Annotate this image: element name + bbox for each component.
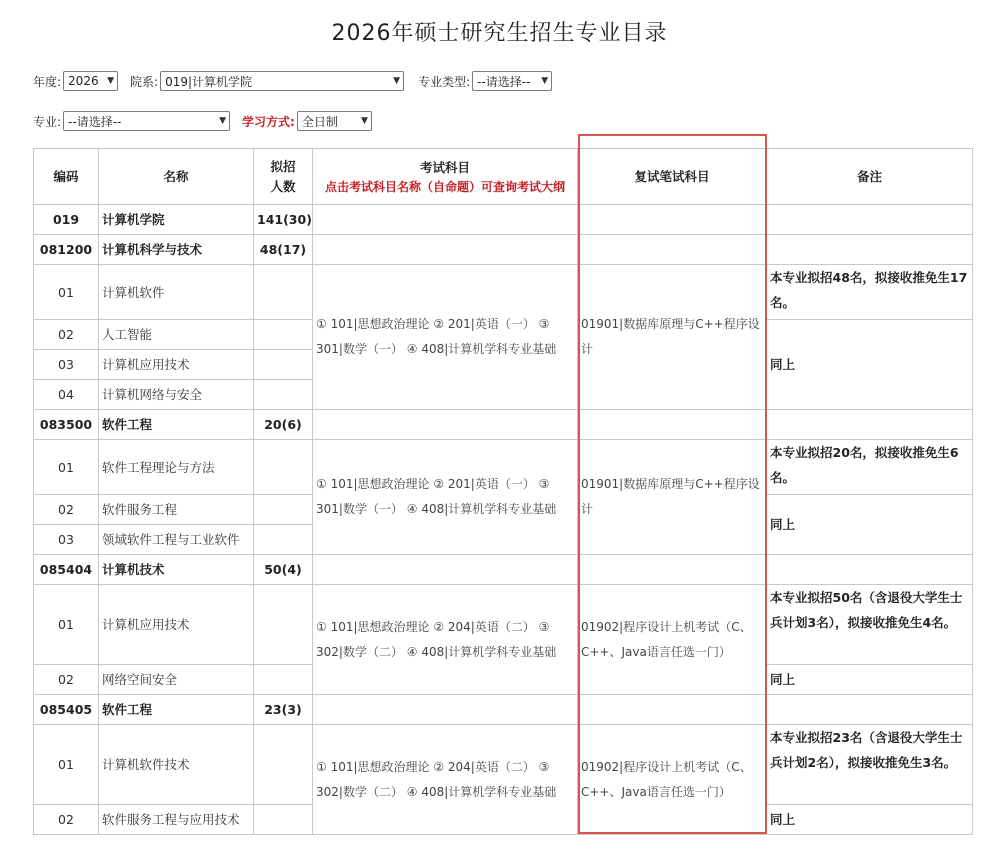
col-header-note: 备注 [767,149,973,205]
note: 同上 [767,320,973,410]
row-name: 计算机网络与安全 [99,380,254,410]
row-code: 081200 [34,235,99,265]
retest-subject: 01901|数据库原理与C++程序设计 [578,440,767,555]
row-code: 02 [34,665,99,695]
mode-select-value: 全日制 [301,114,338,129]
row-name: 计算机科学与技术 [99,235,254,265]
exam-subjects[interactable]: ① 101|思想政治理论 ② 201|英语（一） ③ 301|数学（一） ④ 408|计算机学科专业基础 [313,440,578,555]
row-code: 01 [34,725,99,805]
row-name: 软件服务工程 [99,495,254,525]
row-quota: 23(3) [254,695,313,725]
table-row [34,555,973,585]
row-code: 03 [34,350,99,380]
exam-subjects[interactable]: ① 101|思想政治理论 ② 201|英语（一） ③ 301|数学（一） ④ 408|计算机学科专业基础 [313,265,578,410]
row-name: 计算机应用技术 [99,350,254,380]
row-quota: 141(30) [254,205,313,235]
exam-subjects[interactable]: ① 101|思想政治理论 ② 204|英语（二） ③ 302|数学（二） ④ 408|计算机学科专业基础 [313,725,578,835]
retest-subject: 01902|程序设计上机考试（C、C++、Java语言任选一门） [578,585,767,695]
table-row [34,585,973,665]
row-code: 04 [34,380,99,410]
note: 本专业拟招48名，拟接收推免生17名。 [767,265,973,320]
major-label: 专业: [33,114,62,129]
col-header-quota-line2: 人数 [270,178,296,194]
table-row [34,410,973,440]
row-name: 领域软件工程与工业软件 [99,525,254,555]
row-code: 019 [34,205,99,235]
year-label: 年度: [33,74,62,89]
row-name: 计算机技术 [99,555,254,585]
row-name: 计算机应用技术 [99,585,254,665]
row-quota: 48(17) [254,235,313,265]
note: 本专业拟招23名（含退役大学生士兵计划2名），拟接收推免生3名。 [767,725,973,805]
row-code: 085404 [34,555,99,585]
major-select-value: --请选择-- [68,114,122,129]
col-header-exam-title: 考试科目 [419,159,470,175]
table-row [34,265,973,320]
row-name: 网络空间安全 [99,665,254,695]
col-header-quota [254,149,313,205]
dept-label: 院系: [130,74,159,89]
row-code: 03 [34,525,99,555]
row-name: 软件工程 [99,695,254,725]
retest-subject: 01901|数据库原理与C++程序设计 [578,265,767,410]
retest-subject: 01902|程序设计上机考试（C、C++、Java语言任选一门） [578,725,767,835]
row-quota: 50(4) [254,555,313,585]
row-code: 01 [34,585,99,665]
chevron-down-icon: ▼ [360,116,368,126]
note: 本专业拟招20名，拟接收推免生6名。 [767,440,973,495]
note: 同上 [767,805,973,835]
row-name: 计算机学院 [99,205,254,235]
row-code: 01 [34,440,99,495]
mode-select[interactable] [297,111,372,131]
row-name: 软件工程 [99,410,254,440]
col-header-retest: 复试笔试科目 [578,149,767,205]
dept-select-value: 019|计算机学院 [165,74,253,89]
chevron-down-icon: ▼ [393,76,401,86]
col-header-quota-line1: 拟招 [270,158,296,174]
row-quota: 20(6) [254,410,313,440]
chevron-down-icon: ▼ [107,76,115,86]
row-name: 人工智能 [99,320,254,350]
year-select[interactable] [63,71,118,91]
row-name: 软件工程理论与方法 [99,440,254,495]
row-code: 02 [34,495,99,525]
exam-subjects[interactable]: ① 101|思想政治理论 ② 204|英语（二） ③ 302|数学（二） ④ 408|计算机学科专业基础 [313,585,578,695]
table-row [34,205,973,235]
dept-select[interactable] [160,71,404,91]
table-row [34,725,973,805]
chevron-down-icon: ▼ [219,116,227,126]
col-header-exam-hint: 点击考试科目名称（自命题）可查询考试大纲 [324,179,565,194]
col-header-exam [313,149,578,205]
chevron-down-icon: ▼ [541,76,549,86]
row-name: 软件服务工程与应用技术 [99,805,254,835]
note: 同上 [767,665,973,695]
table-row [34,440,973,495]
row-code: 083500 [34,410,99,440]
mode-label: 学习方式: [242,114,295,129]
row-name: 计算机软件技术 [99,725,254,805]
note: 同上 [767,495,973,555]
row-name: 计算机软件 [99,265,254,320]
type-select-value: --请选择-- [477,74,531,89]
col-header-code: 编码 [34,149,99,205]
catalog-table [33,148,973,835]
row-code: 02 [34,805,99,835]
row-code: 085405 [34,695,99,725]
col-header-name: 名称 [99,149,254,205]
major-select[interactable] [63,111,230,131]
year-select-value: 2026 [68,74,99,88]
type-label: 专业类型: [418,74,471,89]
type-select[interactable] [472,71,552,91]
row-code: 01 [34,265,99,320]
table-row [34,235,973,265]
row-code: 02 [34,320,99,350]
table-header-row [34,149,973,205]
note: 本专业拟招50名（含退役大学生士兵计划3名），拟接收推免生4名。 [767,585,973,665]
page-title: 2026年硕士研究生招生专业目录 [331,21,668,46]
table-row [34,695,973,725]
